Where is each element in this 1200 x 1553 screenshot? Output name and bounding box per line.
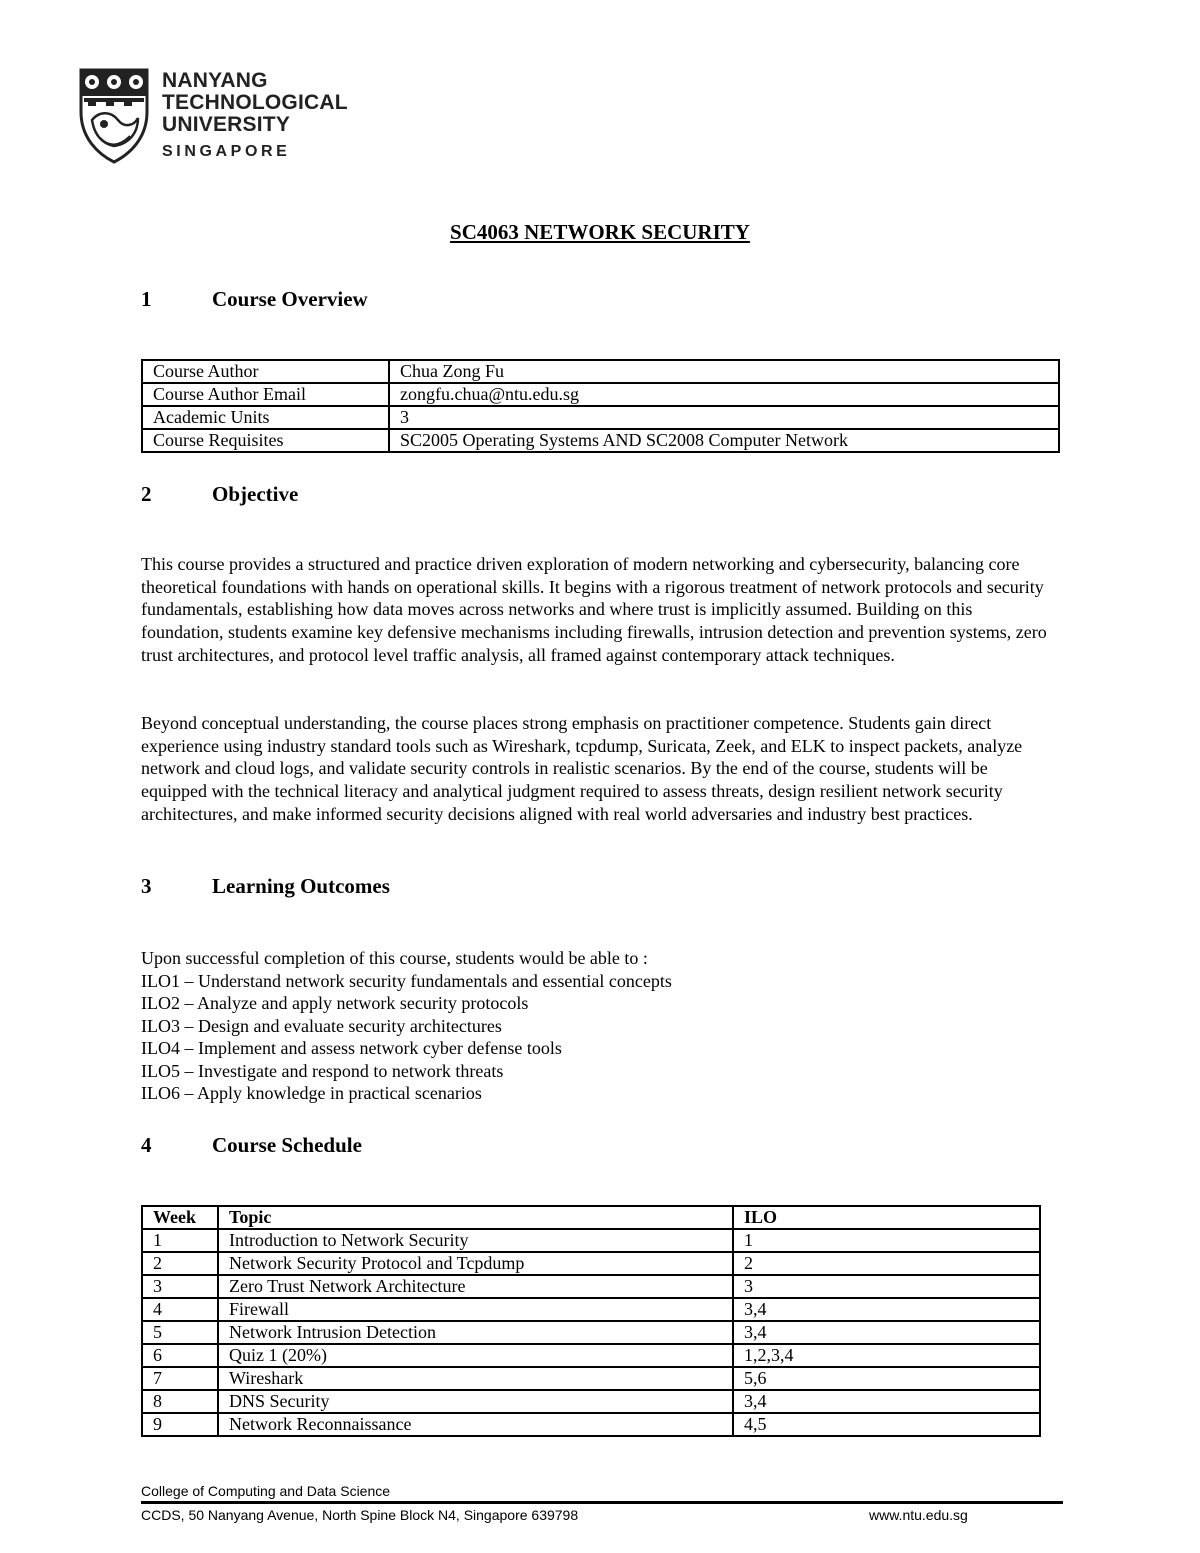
section-number: 3 xyxy=(141,874,152,898)
list-item: ILO3 – Design and evaluate security architectures xyxy=(141,1015,502,1036)
topic-cell: Firewall xyxy=(218,1298,733,1321)
page-footer xyxy=(141,1483,1063,1525)
section-title: Learning Outcomes xyxy=(212,874,390,898)
outcomes-intro: Upon successful completion of this course, students would be able to : xyxy=(141,948,648,968)
logo-line-1: NANYANG xyxy=(162,69,268,92)
week-cell: 6 xyxy=(142,1344,218,1367)
logo-line-2: TECHNOLOGICAL xyxy=(162,91,348,114)
week-cell: 5 xyxy=(142,1321,218,1344)
overview-value: Chua Zong Fu xyxy=(389,360,1059,383)
learning-outcomes-list xyxy=(141,947,672,1105)
list-item: ILO4 – Implement and assess network cyber defense tools xyxy=(141,1038,562,1058)
topic-cell: Network Reconnaissance xyxy=(218,1413,733,1436)
section-heading-course-schedule xyxy=(141,1133,362,1158)
ilo-cell: 3,4 xyxy=(733,1298,1040,1321)
footer-website-link[interactable]: www.ntu.edu.sg xyxy=(869,1507,968,1523)
table-row xyxy=(142,1229,1040,1252)
overview-label: Academic Units xyxy=(142,406,389,429)
table-row xyxy=(142,1390,1040,1413)
topic-cell: Wireshark xyxy=(218,1367,733,1390)
column-header-topic: Topic xyxy=(218,1206,733,1229)
ilo-cell: 2 xyxy=(733,1252,1040,1275)
table-row xyxy=(142,429,1059,452)
footer-divider xyxy=(141,1501,1063,1504)
ilo-cell: 3 xyxy=(733,1275,1040,1298)
column-header-ilo: ILO xyxy=(733,1206,1040,1229)
table-row xyxy=(142,1367,1040,1390)
section-heading-objective xyxy=(141,482,298,507)
list-item: ILO5 – Investigate and respond to network threats xyxy=(141,1060,504,1081)
ilo-cell: 1 xyxy=(733,1229,1040,1252)
topic-cell: Introduction to Network Security xyxy=(218,1229,733,1252)
ilo-cell: 5,6 xyxy=(733,1367,1040,1390)
document-title: SC4063 NETWORK SECURITY xyxy=(450,220,750,244)
section-number: 4 xyxy=(141,1133,152,1157)
course-schedule-table xyxy=(141,1205,1041,1437)
week-cell: 1 xyxy=(142,1229,218,1252)
logo-line-4: SINGAPORE xyxy=(162,143,291,160)
section-heading-learning-outcomes xyxy=(141,874,390,899)
table-row xyxy=(142,1321,1040,1344)
objective-paragraph-1: This course provides a structured and practice driven exploration of modern networking and cybersecurity, balancing core theoretical foundations with hands on operational skills. It begins with a rigorous treatment of network protocols and security fundamentals, establishing how data moves across networks and where trust is implicitly assumed. Building on this foundation, students examine key defensive mechanisms including firewalls, intrusion detection and prevention systems, zero trust architectures, and protocol level traffic analysis, all framed against contemporary attack techniques. xyxy=(141,554,1047,665)
week-cell: 4 xyxy=(142,1298,218,1321)
crest-icon xyxy=(78,68,150,164)
footer-college: College of Computing and Data Science xyxy=(141,1483,391,1499)
logo-line-3: UNIVERSITY xyxy=(162,113,291,136)
overview-label: Course Author Email xyxy=(142,383,389,406)
topic-cell: DNS Security xyxy=(218,1390,733,1413)
week-cell: 8 xyxy=(142,1390,218,1413)
section-number: 1 xyxy=(141,287,152,311)
topic-cell: Quiz 1 (20%) xyxy=(218,1344,733,1367)
university-name xyxy=(162,70,348,160)
table-row xyxy=(142,360,1059,383)
table-row xyxy=(142,1413,1040,1436)
university-logo xyxy=(78,68,348,168)
list-item: ILO2 – Analyze and apply network security protocols xyxy=(141,993,529,1013)
overview-label: Course Requisites xyxy=(142,429,389,452)
overview-value: 3 xyxy=(389,406,1059,429)
table-header-row xyxy=(142,1206,1040,1229)
ilo-cell: 3,4 xyxy=(733,1321,1040,1344)
table-row xyxy=(142,1344,1040,1367)
topic-cell: Network Intrusion Detection xyxy=(218,1321,733,1344)
week-cell: 3 xyxy=(142,1275,218,1298)
list-item: ILO6 – Apply knowledge in practical scenarios xyxy=(141,1083,482,1103)
section-title: Objective xyxy=(212,482,299,506)
section-title: Course Overview xyxy=(212,287,368,311)
overview-value: SC2005 Operating Systems AND SC2008 Computer Network xyxy=(389,429,1059,452)
week-cell: 9 xyxy=(142,1413,218,1436)
table-row xyxy=(142,383,1059,406)
week-cell: 7 xyxy=(142,1367,218,1390)
week-cell: 2 xyxy=(142,1252,218,1275)
section-number: 2 xyxy=(141,482,152,506)
table-row xyxy=(142,1252,1040,1275)
list-item: ILO1 – Understand network security fundamentals and essential concepts xyxy=(141,970,672,991)
table-row xyxy=(142,1275,1040,1298)
section-heading-course-overview xyxy=(141,287,368,312)
column-header-week: Week xyxy=(142,1206,218,1229)
objective-paragraph-2: Beyond conceptual understanding, the course places strong emphasis on practitioner competence. Students gain direct experience using industry standard tools such as Wireshark, tcpdump, Suricata, Zeek, and ELK to inspect packets, analyze network and cloud logs, and validate security controls in realistic scenarios. By the end of the course, students will be equipped with the technical literacy and analytical judgment required to assess threats, design resilient network security architectures, and make informed security decisions aligned with real world adversaries and industry best practices. xyxy=(141,713,1023,824)
footer-address: CCDS, 50 Nanyang Avenue, North Spine Block N4, Singapore 639798 xyxy=(141,1507,579,1523)
ilo-cell: 3,4 xyxy=(733,1390,1040,1413)
overview-label: Course Author xyxy=(142,360,389,383)
ilo-cell: 1,2,3,4 xyxy=(733,1344,1040,1367)
topic-cell: Network Security Protocol and Tcpdump xyxy=(218,1252,733,1275)
ilo-cell: 4,5 xyxy=(733,1413,1040,1436)
table-row xyxy=(142,1298,1040,1321)
overview-value: zongfu.chua@ntu.edu.sg xyxy=(389,383,1059,406)
topic-cell: Zero Trust Network Architecture xyxy=(218,1275,733,1298)
table-row xyxy=(142,406,1059,429)
course-overview-table xyxy=(141,359,1060,453)
section-title: Course Schedule xyxy=(212,1133,362,1157)
